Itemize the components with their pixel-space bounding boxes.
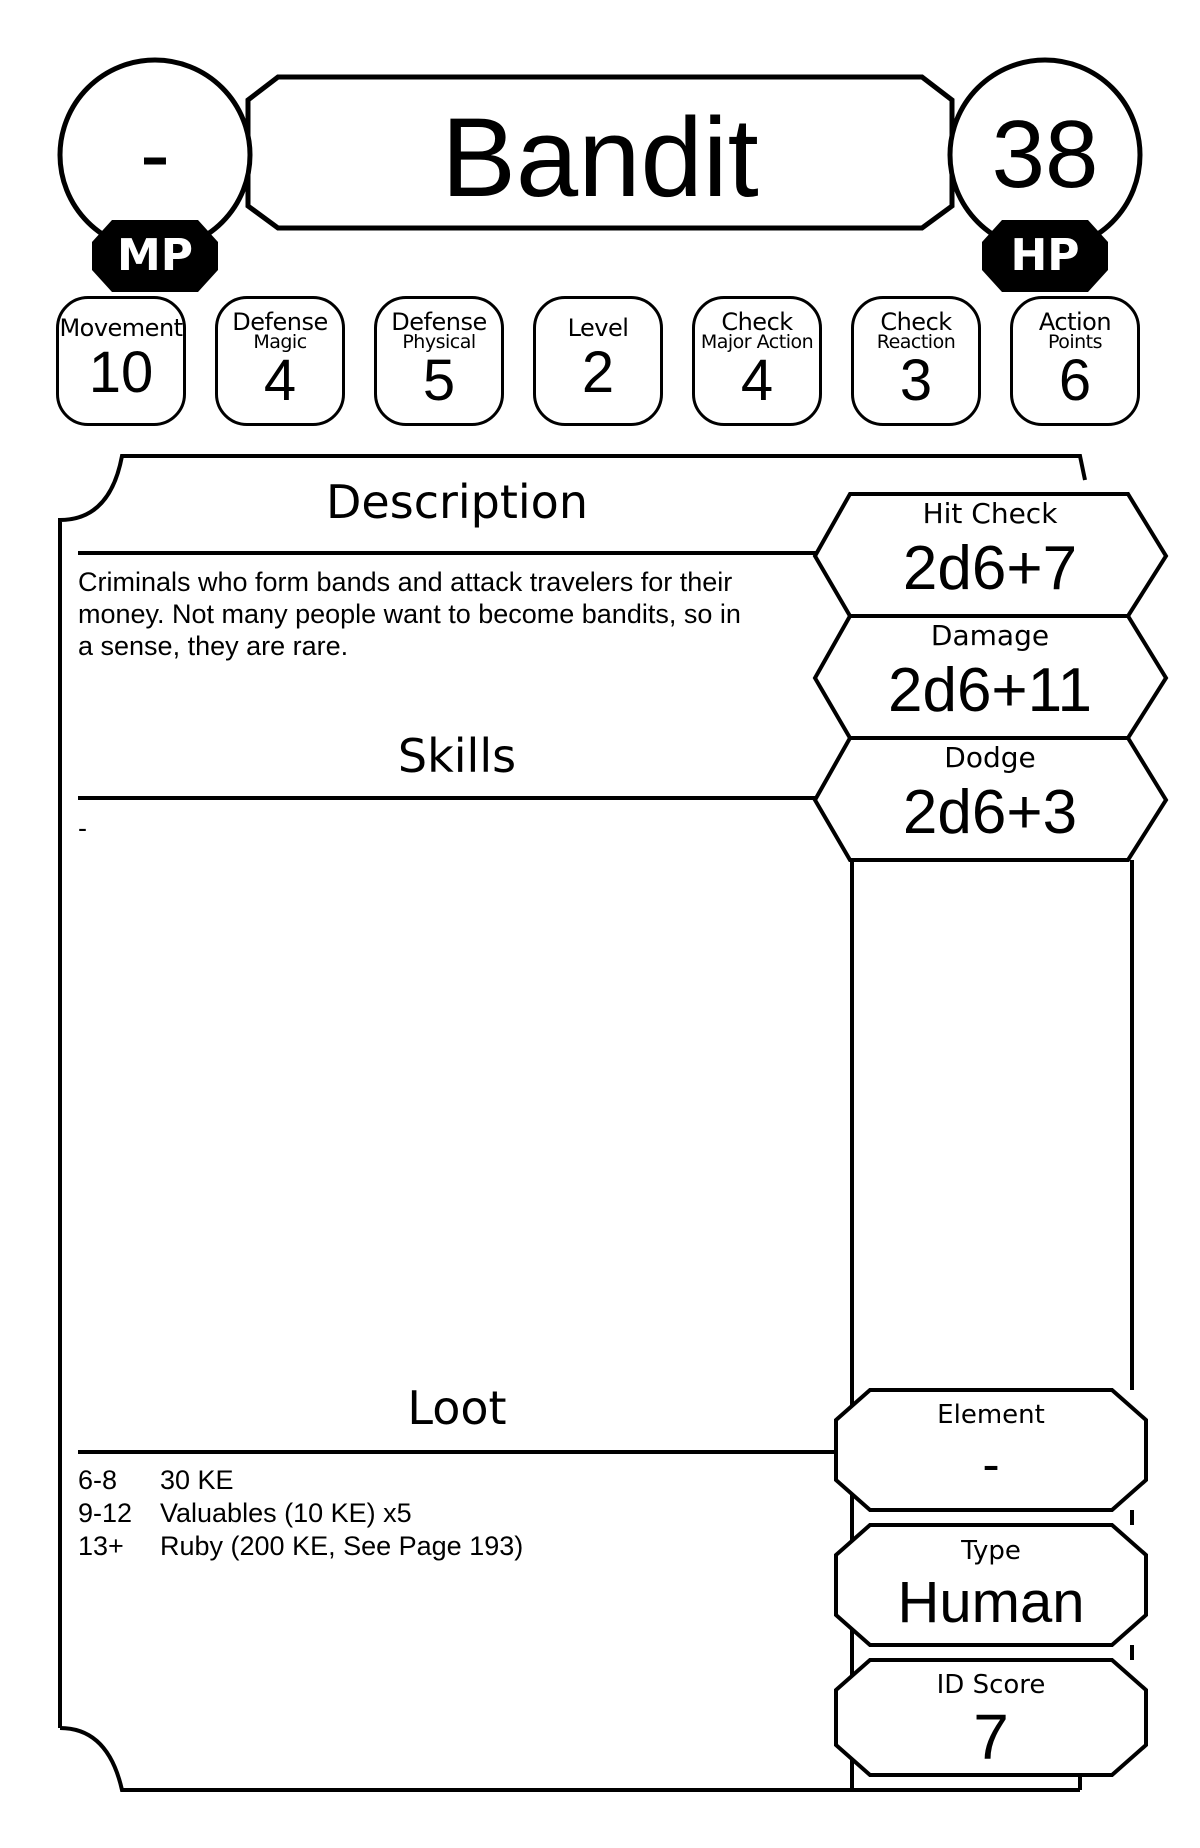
hp-label: HP [1010, 230, 1080, 281]
loot-roll: 13+ [78, 1531, 124, 1561]
stat-label: Movement [59, 314, 183, 342]
stat-label: Action [1038, 308, 1112, 336]
description-line: money. Not many people want to become bandits, so in [78, 599, 741, 629]
element-label: Element [937, 1400, 1045, 1430]
loot-item: Ruby (200 KE, See Page 193) [160, 1531, 524, 1561]
element-value: - [982, 1436, 1000, 1494]
loot-row [78, 1464, 838, 1497]
stat-value: 2 [581, 340, 615, 405]
description-line: Criminals who form bands and attack travelers for their [78, 567, 733, 597]
stat-defense-magic [215, 296, 345, 426]
stat-value: 3 [899, 348, 933, 413]
stat-sublabel: Reaction [876, 331, 956, 353]
stat-level [533, 296, 663, 426]
stat-sublabel: Physical [402, 331, 476, 353]
loot-row [78, 1530, 838, 1563]
damage-value: 2d6+11 [887, 656, 1092, 725]
stat-sublabel: Magic [253, 331, 307, 353]
loot-item: Valuables (10 KE) x5 [160, 1498, 412, 1528]
description-text [78, 566, 818, 662]
mp-value: - [140, 105, 170, 205]
damage-label: Damage [930, 619, 1050, 652]
stat-sublabel: Major Action [700, 331, 814, 353]
loot-heading: Loot [407, 1381, 507, 1435]
description-heading: Description [326, 475, 588, 529]
skills-text: - [78, 813, 87, 843]
stat-defense-physical [374, 296, 504, 426]
stat-value: 10 [88, 340, 154, 405]
stat-label: Check [721, 308, 793, 336]
skills-heading: Skills [397, 729, 517, 783]
hit-check-label: Hit Check [922, 497, 1058, 530]
stat-movement [56, 296, 186, 426]
stat-action-points [1010, 296, 1140, 426]
mp-label: MP [116, 230, 194, 281]
monster-name: Bandit [441, 95, 759, 220]
dodge-label: Dodge [944, 741, 1036, 774]
stat-check-major-action [692, 296, 822, 426]
dodge-value: 2d6+3 [902, 778, 1078, 847]
loot-row [78, 1497, 838, 1530]
stat-check-reaction [851, 296, 981, 426]
id-score-value: 7 [973, 1701, 1009, 1773]
stat-label: Check [880, 308, 952, 336]
type-value: Human [897, 1570, 1085, 1635]
stat-label: Level [567, 314, 629, 342]
stat-sublabel: Points [1047, 331, 1103, 353]
stat-value: 5 [422, 348, 456, 413]
stat-value: 4 [740, 348, 774, 413]
stat-label: Defense [391, 308, 487, 336]
hp-value: 38 [991, 101, 1099, 208]
loot-table [78, 1464, 838, 1563]
loot-item: 30 KE [160, 1465, 234, 1495]
hit-check-value: 2d6+7 [902, 534, 1078, 603]
type-label: Type [961, 1536, 1021, 1566]
description-line: a sense, they are rare. [78, 631, 349, 661]
stat-value: 4 [263, 348, 297, 413]
loot-roll: 9-12 [78, 1498, 133, 1528]
stat-value: 6 [1058, 348, 1092, 413]
stat-label: Defense [232, 308, 328, 336]
id-score-label: ID Score [936, 1670, 1046, 1700]
loot-roll: 6-8 [78, 1465, 118, 1495]
